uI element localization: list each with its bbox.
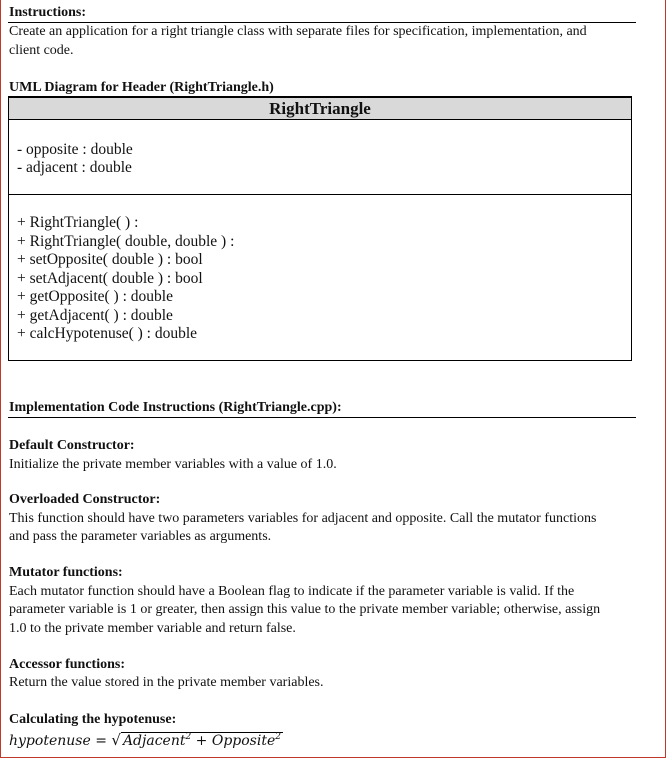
mutators-line-2: parameter variable is 1 or greater, then assign this value to the private member variable; otherwise, assign — [9, 602, 601, 617]
uml-method: + RightTriangle( ) : — [17, 214, 139, 231]
uml-method: + getOpposite( ) : double — [17, 288, 173, 305]
formula-term-adjacent: Adjacent — [122, 733, 186, 749]
implementation-heading: Implementation Code Instructions (RightTriangle.cpp): — [9, 400, 342, 415]
uml-class-name: RightTriangle — [8, 96, 632, 120]
divider — [8, 417, 636, 418]
uml-attribute: - opposite : double — [17, 141, 133, 158]
formula-term-opposite: Opposite — [211, 733, 276, 749]
uml-method: + getAdjacent( ) : double — [17, 306, 173, 324]
overloaded-ctor-heading: Overloaded Constructor: — [9, 492, 161, 507]
uml-method: + setAdjacent( double ) : bool — [17, 269, 203, 287]
uml-method: + setOpposite( double ) : bool — [17, 251, 203, 268]
hypotenuse-heading: Calculating the hypotenuse: — [9, 712, 177, 727]
uml-attribute: - adjacent : double — [17, 159, 132, 176]
formula-radicand — [121, 732, 283, 749]
default-ctor-text: Initialize the private member variables with a value of 1.0. — [9, 457, 337, 472]
formula-exponent: 2 — [185, 732, 192, 742]
formula-equals: = — [95, 733, 107, 749]
sqrt-symbol: √ — [111, 731, 121, 749]
instructions-heading: Instructions: — [9, 5, 87, 20]
hypotenuse-formula — [9, 731, 283, 749]
formula-plus: + — [195, 733, 208, 749]
formula-exponent: 2 — [275, 732, 281, 742]
mutators-heading: Mutator functions: — [9, 565, 123, 580]
mutators-line-1: Each mutator function should have a Boolean flag to indicate if the parameter variable is valid. If the — [9, 584, 575, 599]
uml-methods-box — [8, 194, 632, 361]
uml-heading: UML Diagram for Header (RightTriangle.h) — [9, 80, 274, 95]
accessors-text: Return the value stored in the private member variables. — [9, 675, 324, 690]
uml-method: + calcHypotenuse( ) : double — [17, 325, 198, 342]
default-ctor-heading: Default Constructor: — [9, 438, 135, 453]
uml-method: + RightTriangle( double, double ) : — [17, 232, 235, 250]
formula-lhs: hypotenuse — [9, 733, 91, 749]
overloaded-ctor-line-2: and pass the parameter variables as arguments. — [9, 529, 272, 544]
accessors-heading: Accessor functions: — [9, 657, 126, 672]
instructions-line-2: client code. — [9, 43, 74, 58]
instructions-line-1: Create an application for a right triangle class with separate files for specification, implementation, and — [9, 24, 587, 39]
mutators-line-3: 1.0 to the private member variable and return false. — [9, 621, 296, 636]
uml-attributes-box — [8, 119, 632, 195]
overloaded-ctor-line-1: This function should have two parameters variables for adjacent and opposite. Call the mutator functions — [9, 511, 597, 526]
